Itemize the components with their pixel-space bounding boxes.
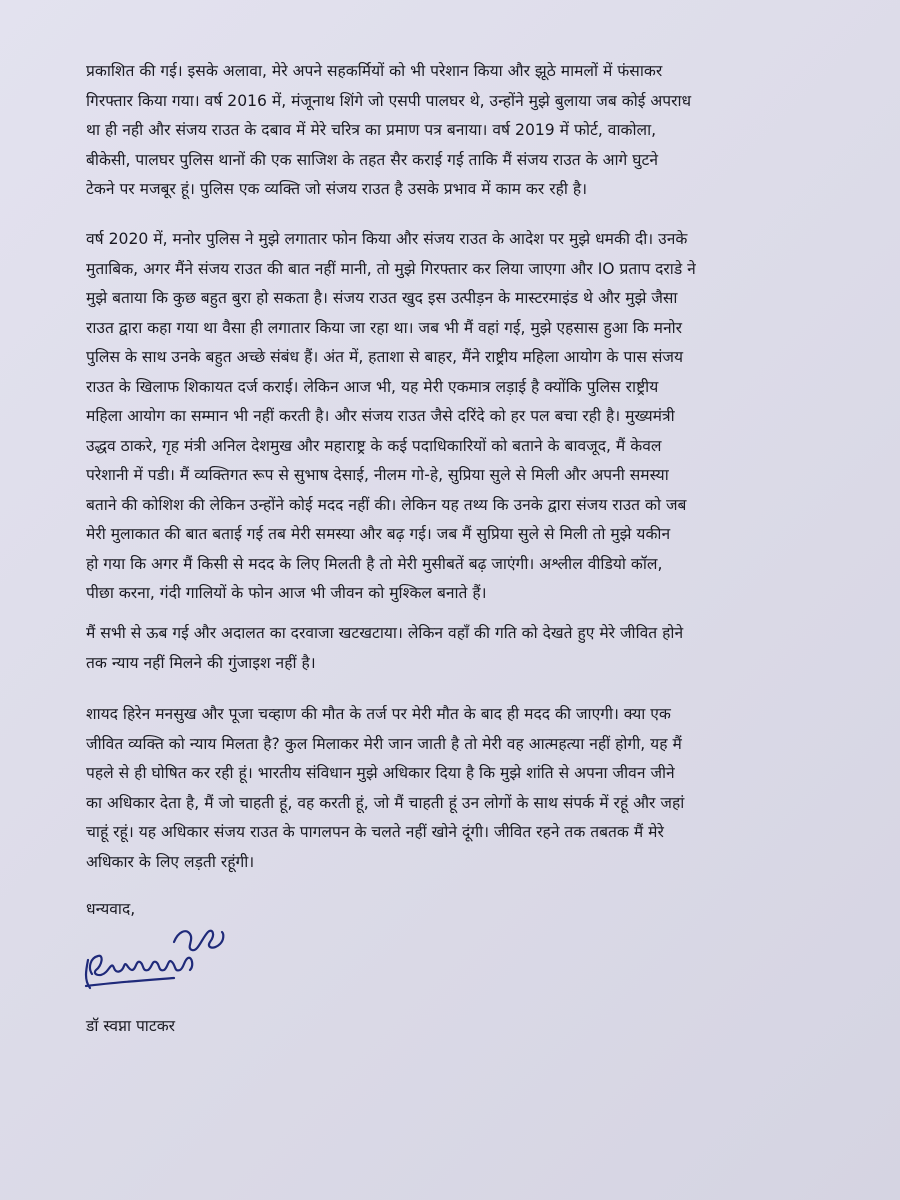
paragraph-line: प्रकाशित की गई। इसके अलावा, मेरे अपने सहकर्मियों को भी परेशान किया और झूठे मामलों में फंसाकर — [86, 62, 663, 80]
paragraph-line: राउत द्वारा कहा गया था वैसा ही लगातार किया जा रहा था। जब भी मैं वहां गई, मुझे एहसास हुआ कि मनोर — [86, 318, 683, 337]
paragraph-line: हो गया कि अगर मैं किसी से मदद के लिए मिलती है तो मेरी मुसीबतें बढ़ जाएंगी। अश्लील वीडियो कॉल, — [86, 554, 663, 573]
paragraph-line: उद्धव ठाकरे, गृह मंत्री अनिल देशमुख और महाराष्ट्र के कई पदाधिकारियों को बताने के बावजूद, मैं केवल — [86, 436, 662, 455]
paragraph-3 — [86, 619, 831, 678]
signature-stroke-flourish — [174, 931, 223, 950]
paragraph-line: वर्ष 2020 में, मनोर पुलिस ने मुझे लगातार फोन किया और संजय राउत के आदेश पर मुझे धमकी दी। उनके — [86, 230, 688, 248]
paragraph-line: बीकेसी, पालघर पुलिस थानों की एक साजिश के तहत सैर कराई गई ताकि मैं संजय राउत के आगे घुटने — [86, 150, 658, 169]
paragraph-line: मैं सभी से ऊब गई और अदालत का दरवाजा खटखटाया। लेकिन वहाँ की गति को देखते हुए मेरे जीवित होने — [86, 624, 684, 642]
paragraph-line: मेरी मुलाकात की बात बताई गई तब मेरी समस्या और बढ़ गई। जब मैं सुप्रिया सुले से मिली तो मुझे यकीन — [86, 525, 671, 543]
author-name — [86, 1012, 831, 1042]
paragraph-line: अधिकार के लिए लड़ती रहूंगी। — [86, 852, 255, 871]
paragraph-line: पुलिस के साथ उनके बहुत अच्छे संबंध हैं। अंत में, हताशा से बाहर, मैंने राष्ट्रीय महिला आयोग के पास संजय — [86, 348, 684, 366]
paragraph-line: मुताबिक, अगर मैंने संजय राउत की बात नहीं मानी, तो मुझे गिरफ्तार कर लिया जाएगा और IO प्रताप दराडे ने — [86, 259, 696, 278]
paragraph-line: तक न्याय नहीं मिलने की गुंजाइश नहीं है। — [86, 653, 316, 672]
author-name-text: डॉ स्वप्ना पाटकर — [86, 1017, 176, 1035]
paragraph-line: का अधिकार देता है, मैं जो चाहती हूं, वह करती हूं, जो मैं चाहती हूं उन लोगों के साथ संपर्क में रहूं और जहां — [86, 793, 685, 812]
signature-stroke-main — [90, 956, 192, 975]
paragraph-line: था ही नही और संजय राउत के दबाव में मेरे चरित्र का प्रमाण पत्र बनाया। वर्ष 2019 में फोर्ट, वाकोला, — [86, 121, 657, 139]
paragraph-line: टेकने पर मजबूर हूं। पुलिस एक व्यक्ति जो संजय राउत है उसके प्रभाव में काम कर रही है। — [86, 180, 588, 198]
paragraph-1 — [86, 57, 831, 205]
paragraph-4 — [86, 700, 831, 877]
paragraph-line: शायद हिरेन मनसुख और पूजा चव्हाण की मौत के तर्ज पर मेरी मौत के बाद ही मदद की जाएगी। क्या एक — [86, 705, 671, 723]
paragraph-line: मुझे बताया कि कुछ बहुत बुरा हो सकता है। संजय राउत खुद इस उत्पीड़न के मास्टरमाइंड थे और मुझे जैसा — [86, 289, 678, 307]
signature-stroke-underline — [86, 978, 174, 986]
paragraph-line: चाहूं रहूं। यह अधिकार संजय राउत के पागलपन के चलते नहीं खोने दूंगी। जीवित रहने तक तबतक मैं मेरे — [86, 823, 664, 841]
paragraph-line: महिला आयोग का सम्मान भी नहीं करती है। और संजय राउत जैसे दरिंदे को हर पल बचा रही है। मुख्यमंत्री — [86, 407, 675, 425]
closing-text: धन्यवाद, — [86, 900, 136, 918]
handwritten-signature — [78, 912, 238, 1002]
paragraph-2 — [86, 225, 831, 609]
paragraph-line: परेशानी में पडी। मैं व्यक्तिगत रूप से सुभाष देसाई, नीलम गो-हे, सुप्रिया सुले से मिली और अपनी समस्या — [86, 466, 669, 484]
signature-strokes — [86, 931, 223, 988]
paragraph-line: बताने की कोशिश की लेकिन उन्होंने कोई मदद नहीं की। लेकिन यह तथ्य कि उनके द्वारा संजय राउत को जब — [86, 495, 687, 514]
paragraph-line: पीछा करना, गंदी गालियों के फोन आज भी जीवन को मुश्किल बनाते हैं। — [86, 584, 487, 602]
paragraph-line: जीवित व्यक्ति को न्याय मिलता है? कुल मिलाकर मेरी जान जाती है तो मेरी वह आत्महत्या नहीं होगी, यह मैं — [86, 734, 682, 753]
paragraph-line: पहले से ही घोषित कर रही हूं। भारतीय संविधान मुझे अधिकार दिया है कि मुझे शांति से अपना जीवन जीने — [86, 764, 675, 782]
paragraph-line: गिरफ्तार किया गया। वर्ष 2016 में, मंजूनाथ शिंगे जो एसपी पालघर थे, उन्होंने मुझे बुलाया जब कोई अपराध — [86, 91, 692, 110]
paragraph-line: राउत के खिलाफ शिकायत दर्ज कराई। लेकिन आज भी, यह मेरी एकमात्र लड़ाई है क्योंकि पुलिस राष्ट्रीय — [86, 377, 659, 396]
